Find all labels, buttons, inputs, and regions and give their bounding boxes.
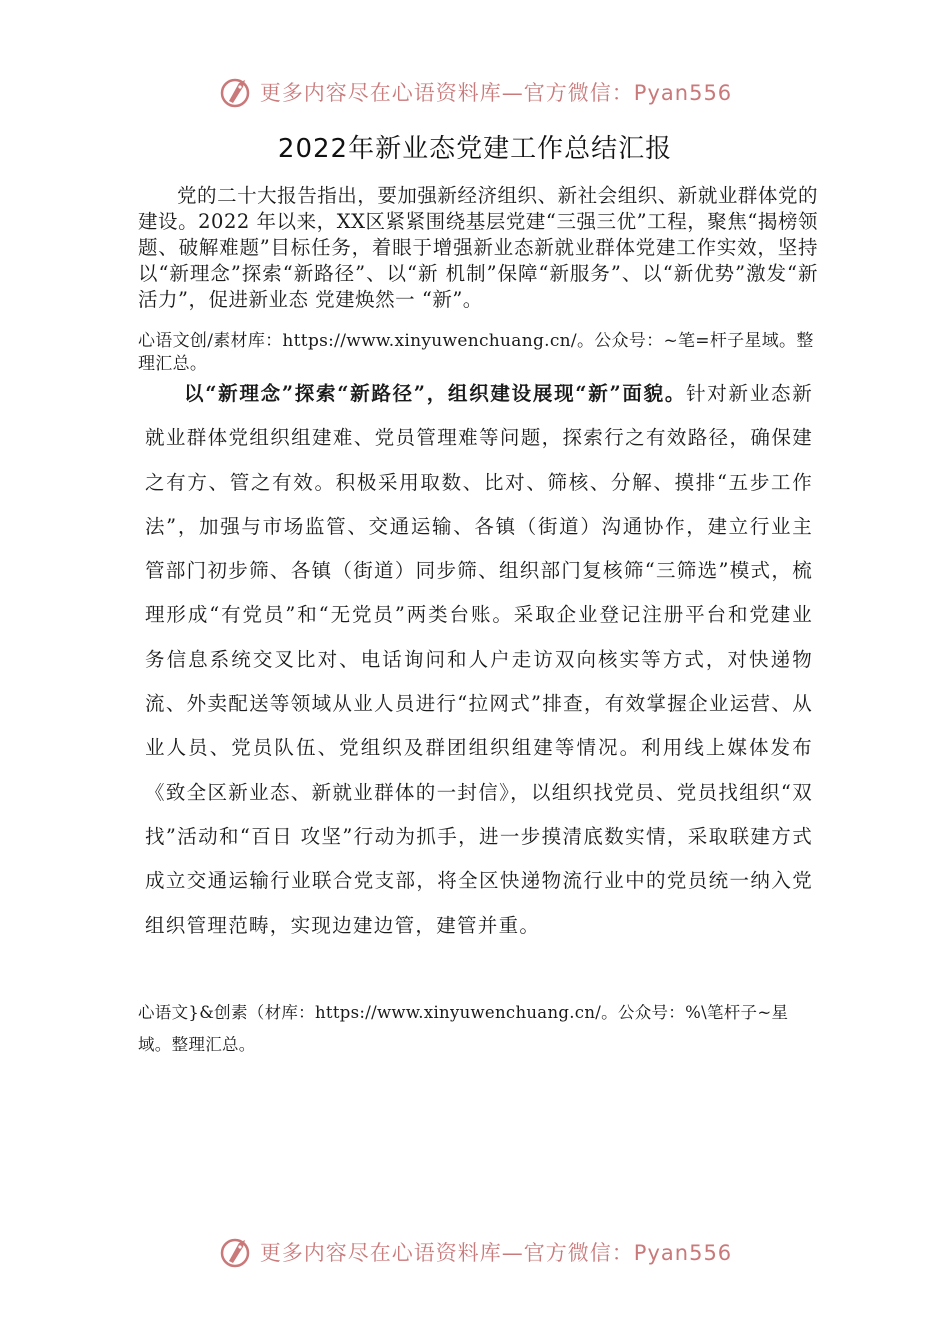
pen-nib-circle-icon: [218, 74, 254, 110]
pen-nib-circle-icon: [218, 1234, 254, 1270]
source-note: 心语文创/素材库：https://www.xinyuwenchuang.cn/。公众号：~笔=杆子星域。整理汇总。: [138, 331, 814, 374]
section-body: 针对新业态新就业群体党组织组建难、党员管理难等问题，探索行之有效路径，确保建之有方、管之有效。积极采用取数、比对、筛核、分解、摸排“五步工作法”，加强与市场监管、交通运输、各镇（街道）沟通协作，建立行业主管部门初步筛、各镇（街道）同步筛、组织部门复核筛“三筛选”模式，梳理形成“有党员”和“无党员”两类台账。采取企业登记注册平台和党建业务信息系统交叉比对、电话询问和人户走访双向核实等方式，对快递物流、外卖配送等领域从业人员进行“拉网式”排查，有效掌握企业运营、从业人员、党员队伍、党组织及群团组织组建等情况。利用线上媒体发布《致全区新业态、新就业群体的一封信》，以组织找党员、党员找组织“双找”活动和“百日 攻坚”行动为抓手，进一步摸清底数实情，采取联建方式成立交通运输行业联合党支部，将全区快递物流行业中的党员统一纳入党组织管理范畴，实现边建边管，建管并重。: [145, 382, 813, 937]
section-heading: 以“新理念”探索“新路径”，组织建设展现“新”面貌。: [184, 382, 687, 405]
footer-watermark: [0, 1232, 950, 1272]
intro-paragraph: 党的二十大报告指出，要加强新经济组织、新社会组织、新就业群体党的建设。2022 年以来，XX区紧紧围绕基层党建“三强三优”工程，聚焦“揭榜领题、破解难题”目标任务，着眼于增强新业态新就业群体党建工作实效，坚持以“新理念”探索“新路径”、以“新 机制”保障“新服务”、以“新优势”激发“新活力”，促进新业态 党建焕然一 “新”。: [138, 184, 818, 311]
document-title: 2022年新业态党建工作总结汇报: [277, 134, 673, 164]
source-note-footer: 心语文}&创素（材库：https://www.xinyuwenchuang.cn/。公众号：%\笔杆子~星域。整理汇总。: [138, 1003, 789, 1054]
watermark-text: 更多内容尽在心语资料库—官方微信：Pyan556: [259, 81, 733, 105]
section-paragraph: [145, 372, 813, 948]
header-watermark: [0, 72, 950, 112]
watermark-text: 更多内容尽在心语资料库—官方微信：Pyan556: [259, 1241, 733, 1265]
